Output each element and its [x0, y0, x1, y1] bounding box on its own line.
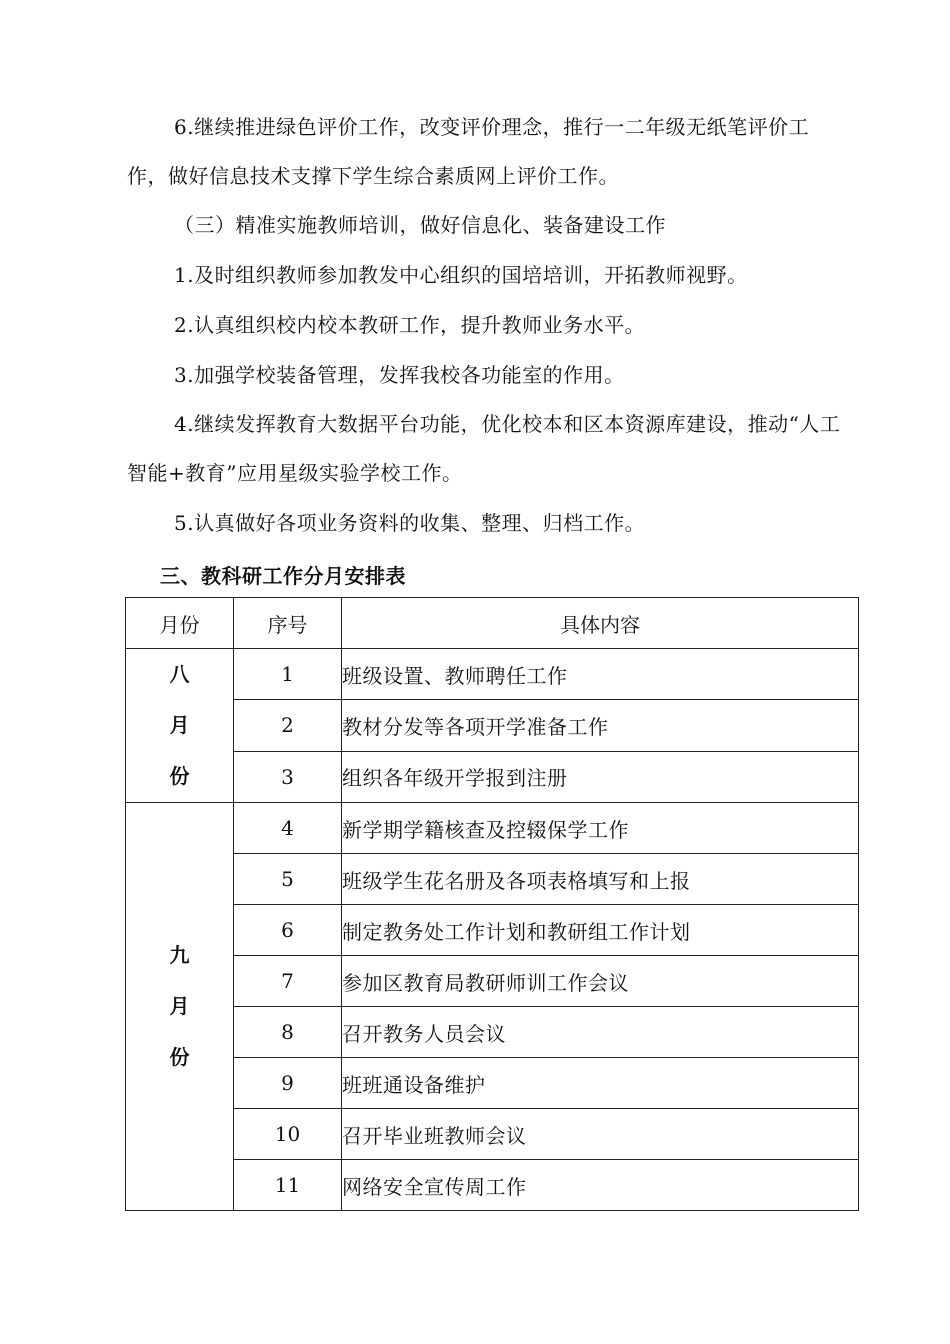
table-row: [126, 956, 859, 1007]
row-number: 1: [234, 649, 342, 700]
table-row: [126, 649, 859, 700]
row-number: 4: [234, 803, 342, 854]
row-number: 10: [234, 1109, 342, 1160]
month-char: 份: [169, 1045, 190, 1069]
row-content: 制定教务处工作计划和教研组工作计划: [342, 905, 859, 956]
section-title: 三、教科研工作分月安排表: [160, 564, 406, 588]
row-content: 组织各年级开学报到注册: [342, 751, 859, 802]
table-row: [126, 1007, 859, 1058]
paragraph-subsection-three: （三）精准实施教师培训，做好信息化、装备建设工作: [174, 213, 666, 237]
row-number: 9: [234, 1058, 342, 1109]
row-number: 11: [234, 1160, 342, 1211]
table-row: [126, 1058, 859, 1109]
row-content: 召开教务人员会议: [342, 1007, 859, 1058]
table-row: [126, 751, 859, 802]
row-content: 教材分发等各项开学准备工作: [342, 700, 859, 751]
table-row: [126, 700, 859, 751]
row-number: 8: [234, 1007, 342, 1058]
row-content: 参加区教育局教研师训工作会议: [342, 956, 859, 1007]
paragraph-green-evaluation: 6.继续推进绿色评价工作，改变评价理念，推行一二年级无纸笔评价工作，做好信息技术支撑下学生综合素质网上评价工作。: [127, 115, 810, 188]
month-char: 九: [169, 943, 190, 967]
row-content: 召开毕业班教师会议: [342, 1109, 859, 1160]
header-content: 具体内容: [342, 598, 859, 649]
month-char: 月: [169, 994, 190, 1018]
row-content: 网络安全宣传周工作: [342, 1160, 859, 1211]
row-content: 班班通设备维护: [342, 1058, 859, 1109]
row-number: 7: [234, 956, 342, 1007]
row-number: 6: [234, 905, 342, 956]
table-row: [126, 1160, 859, 1211]
row-number: 3: [234, 751, 342, 802]
month-char: 份: [169, 764, 190, 788]
row-content: 班级学生花名册及各项表格填写和上报: [342, 854, 859, 905]
month-cell-august: [126, 649, 234, 803]
table-row: [126, 803, 859, 854]
table-row: [126, 854, 859, 905]
header-number: 序号: [234, 598, 342, 649]
paragraph-item-1: 1.及时组织教师参加教发中心组织的国培培训，开拓教师视野。: [174, 263, 748, 287]
table-row: [126, 1109, 859, 1160]
month-char: 八: [169, 662, 190, 686]
row-number: 2: [234, 700, 342, 751]
paragraph-item-2: 2.认真组织校内校本教研工作，提升教师业务水平。: [174, 313, 646, 337]
row-content: 新学期学籍核查及控辍保学工作: [342, 803, 859, 854]
month-cell-september: [126, 803, 234, 1211]
header-month: 月份: [126, 598, 234, 649]
paragraph-item-3: 3.加强学校装备管理，发挥我校各功能室的作用。: [174, 363, 625, 387]
row-content: 班级设置、教师聘任工作: [342, 649, 859, 700]
table-row: [126, 905, 859, 956]
table-header-row: [126, 598, 859, 649]
month-char: 月: [169, 713, 190, 737]
paragraph-item-4: 4.继续发挥教育大数据平台功能，优化校本和区本资源库建设，推动“人工智能+教育”应用星级实验学校工作。: [127, 412, 841, 485]
row-number: 5: [234, 854, 342, 905]
schedule-table: [125, 597, 859, 1211]
paragraph-item-5: 5.认真做好各项业务资料的收集、整理、归档工作。: [174, 511, 646, 535]
